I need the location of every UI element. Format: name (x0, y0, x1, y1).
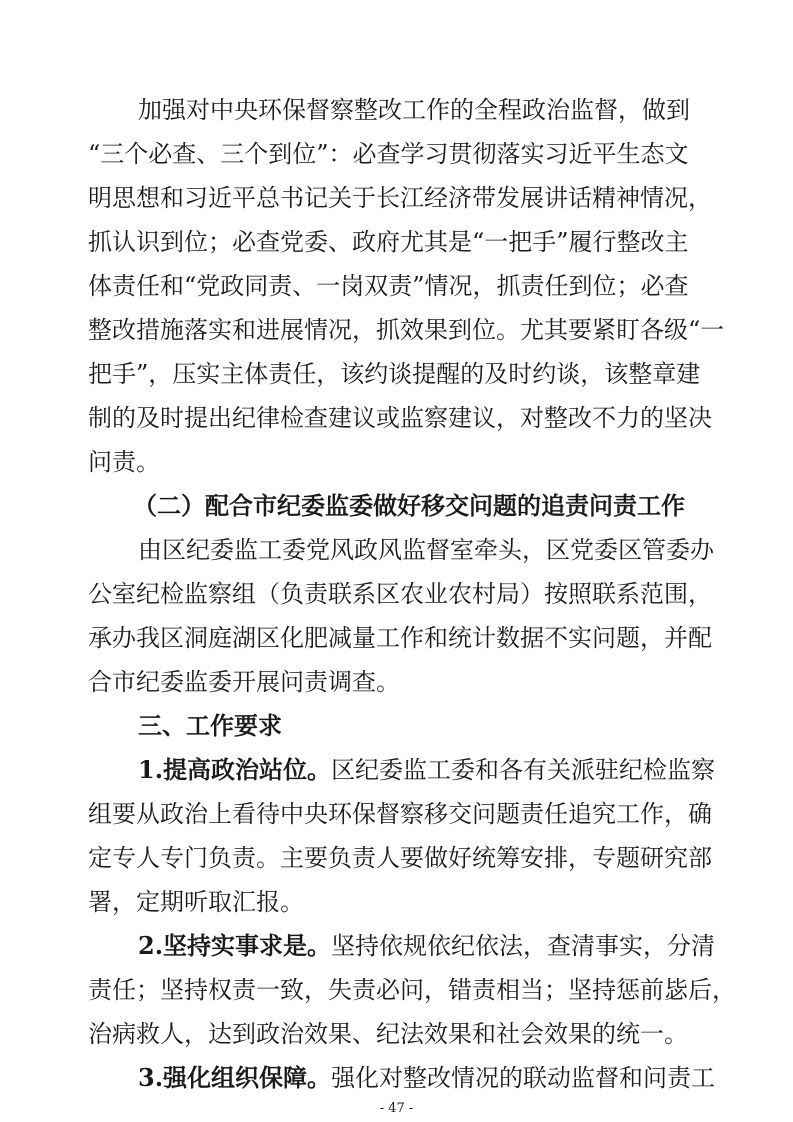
paragraph-line: 体责任和“党政同责、一岗双责”情况，抓责任到位；必查 (88, 272, 689, 300)
paragraph-line: 署，定期听取汇报。 (88, 888, 304, 916)
paragraph-line: 制的及时提出纪律检查建议或监察建议，对整改不力的坚决 (88, 404, 712, 432)
requirement-line (138, 750, 716, 790)
requirement-text: 区纪委监工委和各有关派驻纪检监察 (331, 756, 716, 784)
requirement-line (138, 1058, 716, 1098)
paragraph-line: 把手”，压实主体责任，该约谈提醒的及时约谈，该整章建 (88, 360, 701, 388)
page-number: - 47 - (379, 1101, 414, 1116)
paragraph-line: 明思想和习近平总书记关于长江经济带发展讲话精神情况， (88, 184, 712, 212)
paragraph-line: 由区纪委监工委党风政风监督室牵头，区党委区管委办 (138, 536, 714, 564)
paragraph-line: 组要从政治上看待中央环保督察移交问题责任追究工作，确 (88, 800, 712, 828)
requirement-lead: 1.提高政治站位。 (138, 755, 332, 784)
sub-heading: （二）配合市纪委监委做好移交问题的追责问责工作 (133, 491, 685, 520)
paragraph-line: 加强对中央环保督察整改工作的全程政治监督，做到 (138, 96, 690, 124)
paragraph-line: 问责。 (88, 448, 160, 476)
paragraph-line: 责任；坚持权责一致，失责必问，错责相当；坚持惩前毖后， (88, 976, 736, 1004)
paragraph-line: 公室纪检监察组（负责联系区农业农村局）按照联系范围， (88, 580, 712, 608)
paragraph-line: 治病救人，达到政治效果、纪法效果和社会效果的统一。 (88, 1020, 688, 1048)
requirement-line (138, 926, 716, 966)
requirement-lead: 2.坚持实事求是。 (138, 931, 332, 960)
paragraph-line: “三个必查、三个到位”：必查学习贯彻落实习近平生态文 (88, 140, 689, 168)
section-heading: 三、工作要求 (138, 711, 282, 740)
paragraph-line: 承办我区洞庭湖区化肥减量工作和统计数据不实问题，并配 (88, 624, 712, 652)
paragraph-line: 合市纪委监委开展问责调查。 (88, 668, 400, 696)
paragraph-line: 抓认识到位；必查党委、政府尤其是“一把手”履行整改主 (88, 228, 689, 256)
paragraph-line: 整改措施落实和进展情况，抓效果到位。尤其要紧盯各级“一 (88, 316, 725, 344)
requirement-text: 强化对整改情况的联动监督和问责工 (331, 1064, 716, 1092)
requirement-text: 坚持依规依纪依法，查清事实，分清 (331, 932, 716, 960)
paragraph-line: 定专人专门负责。主要负责人要做好统筹安排，专题研究部 (88, 844, 712, 872)
requirement-lead: 3.强化组织保障。 (138, 1063, 332, 1092)
